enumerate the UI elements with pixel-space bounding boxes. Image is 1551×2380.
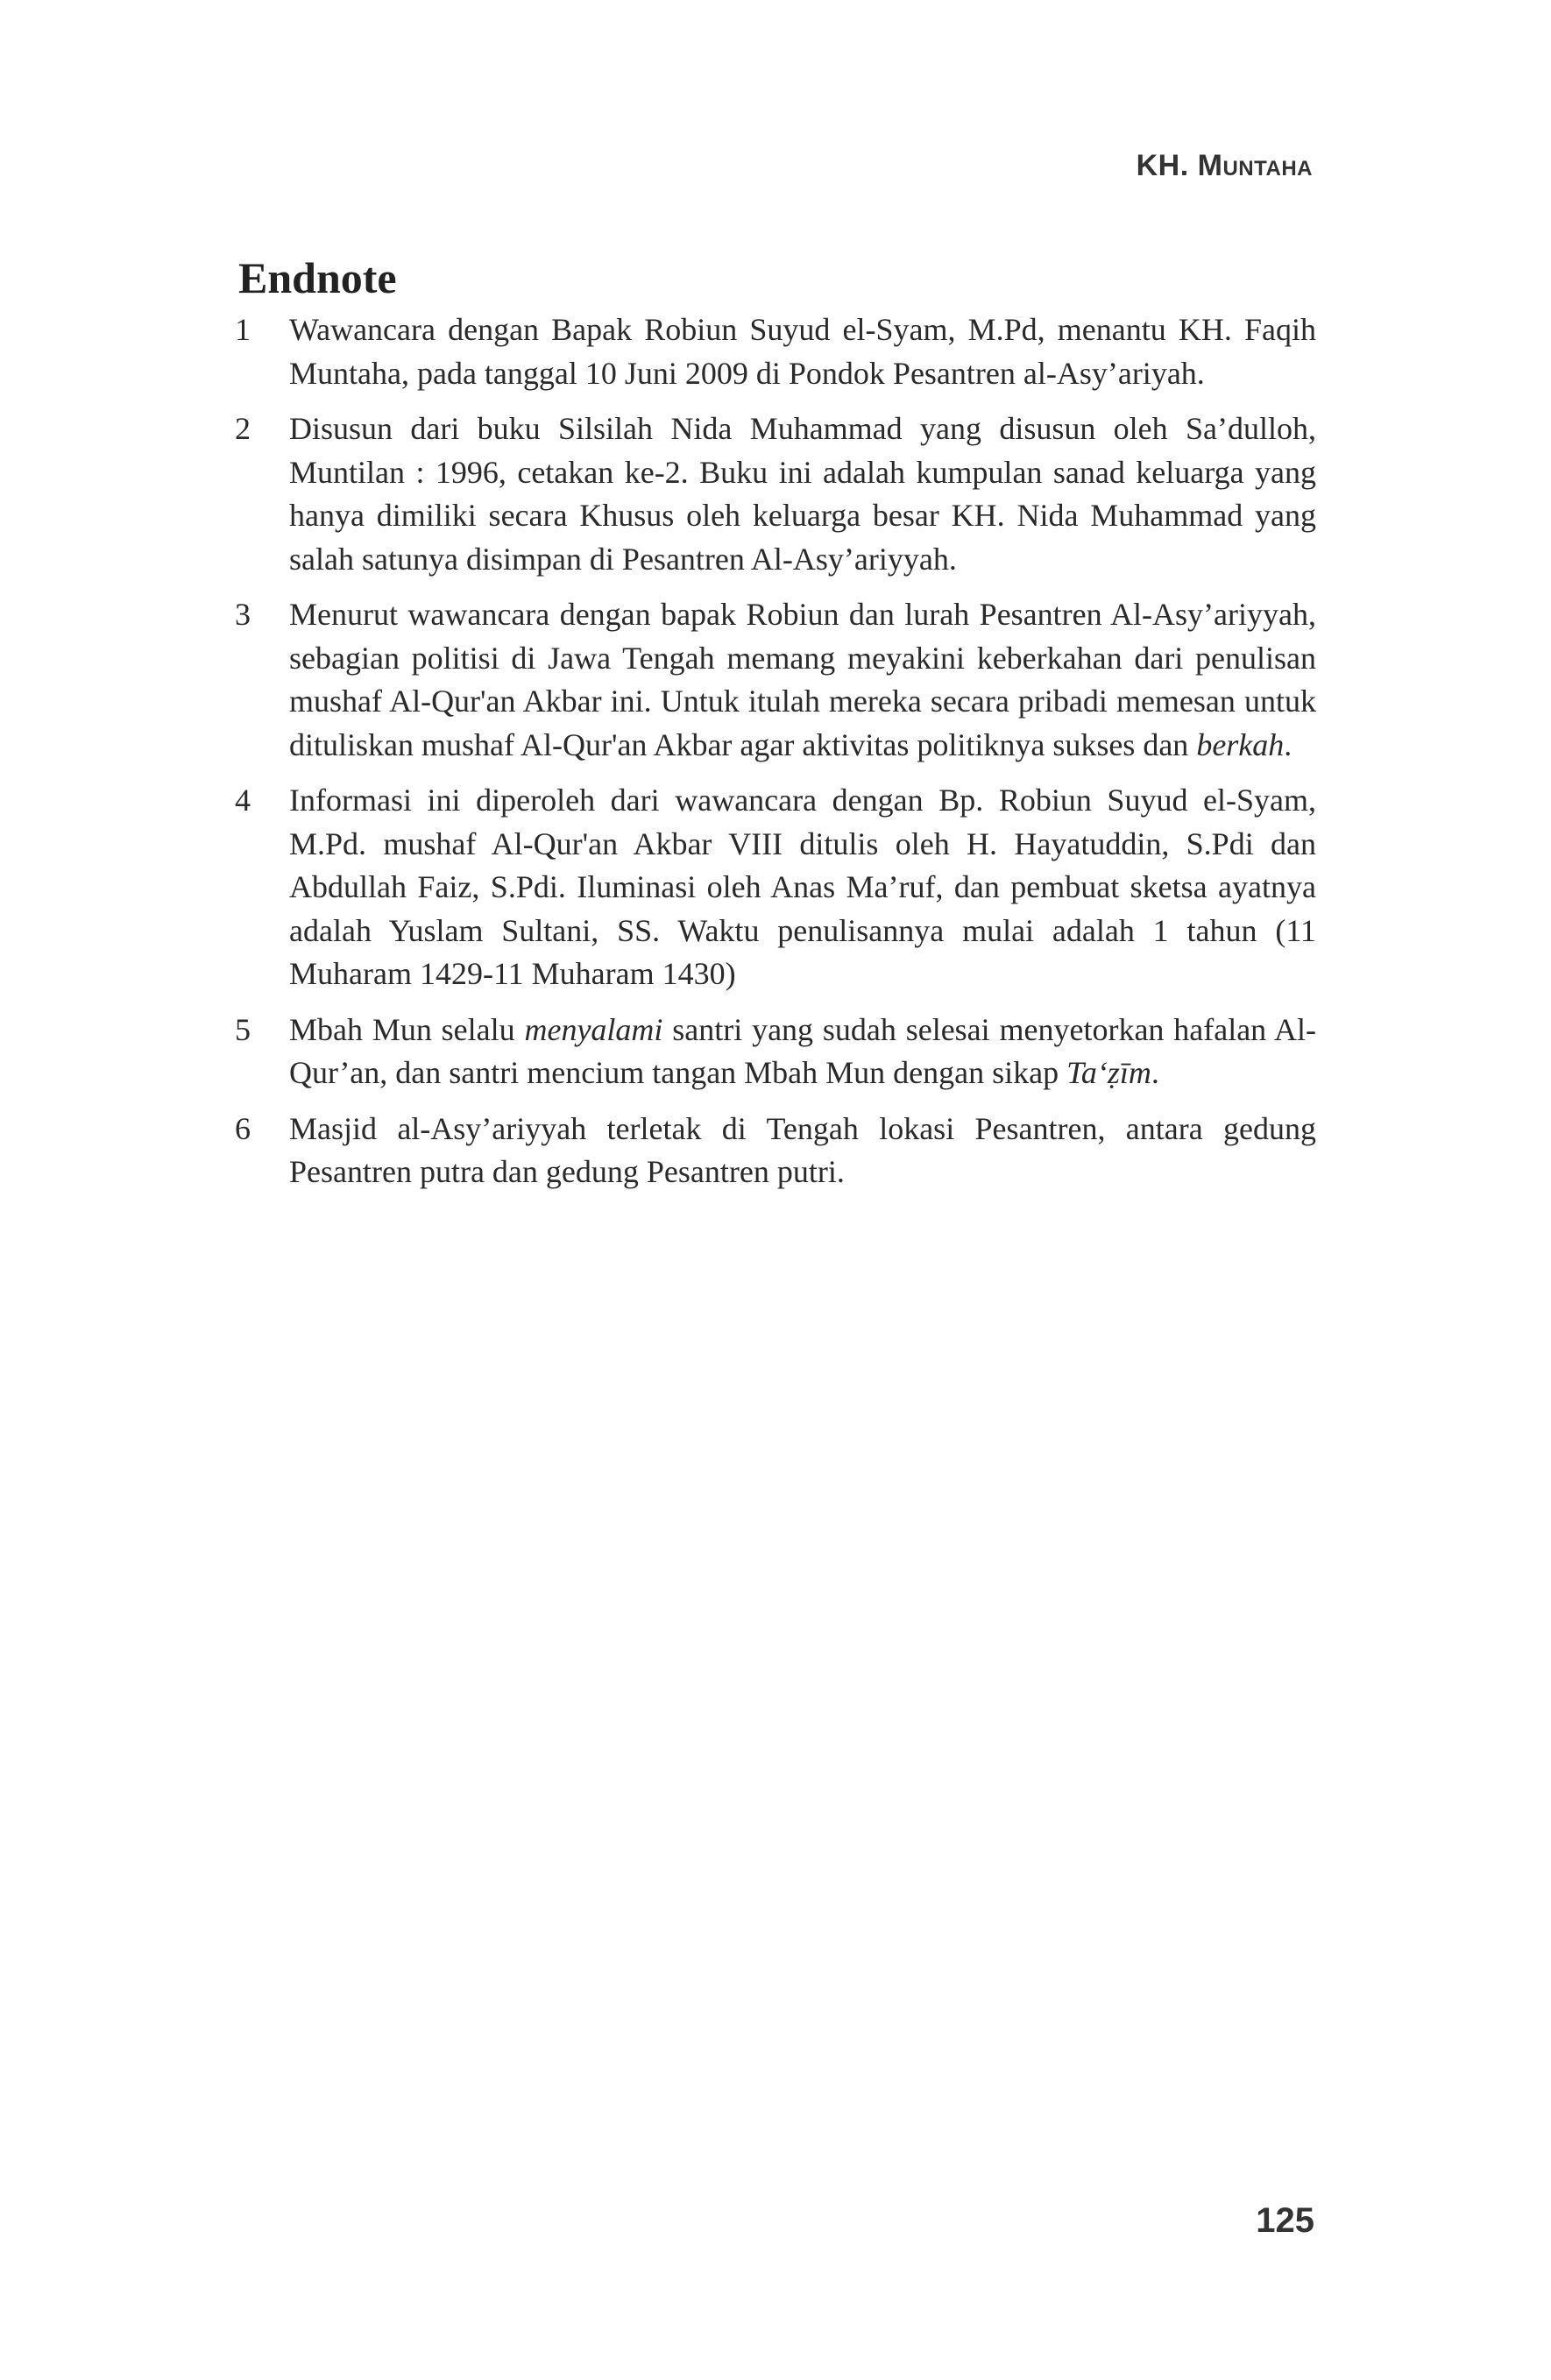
endnote-number: 6 — [235, 1110, 251, 1146]
endnote-text-segment: . — [1284, 726, 1292, 762]
endnote-number: 2 — [235, 411, 251, 446]
endnote-list — [235, 308, 1316, 1207]
endnote-item — [235, 407, 1316, 581]
endnote-text: Masjid al-Asy’ariyyah terletak di Tengah lokasi Pesantren, antara gedung Pesantren putra dan gedung Pesantren putri. — [289, 1110, 1316, 1189]
endnote-text-segment: . — [1151, 1055, 1159, 1090]
endnote-item — [235, 308, 1316, 395]
endnote-text: Informasi ini diperoleh dari wawancara dengan Bp. Robiun Suyud el-Syam, M.Pd. mushaf Al-Qur'an Akbar VIII ditulis oleh H. Hayatuddin, S.Pdi dan Abdullah Faiz, S.Pdi. Iluminasi oleh Anas Ma’ruf, dan pembuat sketsa ayatnya adalah Yuslam Sultani, SS. Waktu penulisannya mulai adalah 1 tahun (11 Muharam 1429-11 Muharam 1430) — [289, 783, 1316, 991]
endnote-number: 4 — [235, 783, 251, 818]
endnote-number: 5 — [235, 1011, 251, 1047]
endnote-text: Wawancara dengan Bapak Robiun Suyud el-Syam, M.Pd, menantu KH. Faqih Muntaha, pada tanggal 10 Juni 2009 di Pondok Pesantren al-Asy’ariyah. — [289, 312, 1316, 391]
endnote-text — [289, 1009, 1316, 1095]
endnote-item — [235, 1009, 1316, 1095]
endnote-text — [289, 593, 1316, 767]
endnote-italic-term: menyalami — [524, 1011, 663, 1047]
running-head: KH. Muntaha — [1136, 149, 1313, 182]
endnote-item — [235, 1108, 1316, 1194]
endnote-item — [235, 779, 1316, 996]
endnote-italic-term: berkah — [1196, 726, 1285, 762]
endnote-italic-term: Ta‘ẓīm — [1066, 1055, 1151, 1090]
page-number: 125 — [1256, 2201, 1314, 2240]
endnote-text-segment: Menurut wawancara dengan bapak Robiun dan lurah Pesantren Al-Asy’ariyyah, sebagian politisi di Jawa Tengah memang meyakini keberkahan dari penulisan mushaf Al-Qur'an Akbar ini. Untuk itulah mereka secara pribadi memesan untuk dituliskan mushaf Al-Qur'an Akbar agar aktivitas politiknya sukses dan — [289, 597, 1316, 762]
section-title: Endnote — [238, 253, 397, 302]
endnote-number: 3 — [235, 597, 251, 632]
endnote-text-segment: santri yang sudah selesai menyetorkan hafalan Al-Qur’an, dan santri mencium tangan Mbah Mun dengan sikap — [289, 1011, 1317, 1090]
endnote-number: 1 — [235, 312, 251, 347]
endnote-text-segment: Mbah Mun selalu — [289, 1011, 525, 1047]
endnote-text: Disusun dari buku Silsilah Nida Muhammad yang disusun oleh Sa’dulloh, Muntilan : 1996, cetakan ke-2. Buku ini adalah kumpulan sanad keluarga yang hanya dimiliki secara Khusus oleh keluarga besar KH. Nida Muhammad yang salah satunya disimpan di Pesantren Al-Asy’ariyyah. — [289, 411, 1316, 577]
endnote-item — [235, 593, 1316, 767]
